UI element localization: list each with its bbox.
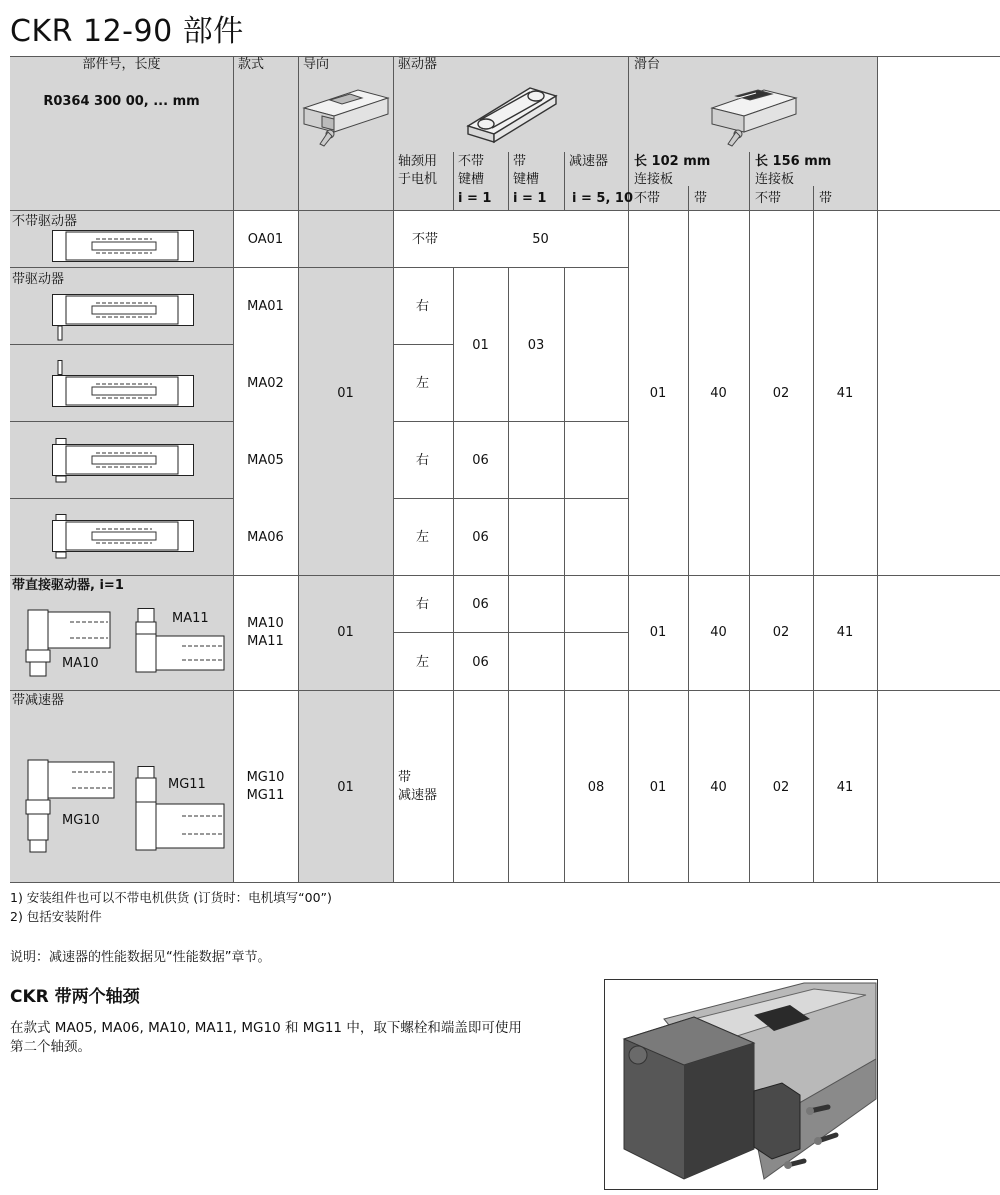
carriage-b-156-with: 41 (836, 625, 854, 640)
header-reducer: 减速器 (569, 154, 609, 169)
variant-ma10: MA10 (247, 616, 284, 631)
figure-label-ma10: MA10 (62, 656, 99, 671)
variant-oa01: OA01 (247, 232, 284, 247)
ma06-drawing (52, 514, 194, 560)
carriage-a-102-without: 01 (649, 386, 667, 401)
header-key-ratio: i = 1 (513, 191, 547, 206)
header-nokey-ratio: i = 1 (458, 191, 492, 206)
group-with-drive: 带驱动器 (12, 272, 65, 287)
footnote-1: 1) 安装组件也可以不带电机供货 (订货时：电机填写“00”) (10, 890, 332, 905)
mg10-drawing (22, 758, 116, 854)
group-direct-drive: 带直接驱动器, i=1 (12, 578, 124, 593)
header-guide: 导向 (303, 57, 330, 72)
group-no-drive: 不带驱动器 (12, 214, 78, 229)
journal-left-ma11: 左 (416, 655, 430, 670)
header-len156-with: 带 (819, 191, 833, 206)
header-len156: 长 156 mm (755, 154, 832, 169)
carriage-icon (704, 80, 800, 150)
figure-label-ma11: MA11 (172, 611, 209, 626)
section-heading: CKR 带两个轴颈 (10, 987, 140, 1007)
drive-belt-icon (460, 80, 560, 150)
journal-left-ma06: 左 (416, 530, 430, 545)
carriage-c-156-with: 41 (836, 780, 854, 795)
carriage-a-102-with: 40 (710, 386, 727, 401)
guide-value-b: 01 (337, 625, 354, 640)
footnote-2: 2) 包括安装附件 (10, 909, 102, 924)
header-key-line1: 带 (513, 154, 527, 169)
drive-value-ma06: 06 (472, 530, 489, 545)
guide-value-c: 01 (337, 780, 354, 795)
carriage-b-102-with: 40 (710, 625, 727, 640)
journal-right-ma05: 右 (416, 453, 430, 468)
ma01-drawing (52, 294, 194, 342)
explanation: 说明：减速器的性能数据见“性能数据”章节。 (10, 950, 271, 965)
drive-value-oa01: 50 (532, 232, 549, 247)
section-body-line1: 在款式 MA05, MA06, MA10, MA11, MG10 和 MG11 中，取下螺栓和端盖即可使用 (10, 1020, 522, 1036)
header-part: 部件号，长度 (82, 57, 161, 72)
header-drive: 驱动器 (398, 57, 438, 72)
journal-none: 不带 (412, 232, 439, 247)
header-nokey-line2: 键槽 (458, 172, 485, 187)
drive-value-ma10: 06 (472, 597, 489, 612)
header-len102-without: 不带 (634, 191, 661, 206)
page-title: CKR 12-90 部件 (10, 14, 244, 49)
header-part-number: R0364 300 00, ... mm (43, 94, 200, 109)
header-key-line2: 键槽 (513, 172, 540, 187)
carriage-c-102-without: 01 (649, 780, 667, 795)
variant-ma11: MA11 (247, 634, 284, 649)
drive-value-ma11: 06 (472, 655, 489, 670)
variant-mg10: MG10 (246, 770, 285, 785)
header-journal-line2: 于电机 (398, 172, 438, 187)
header-variant: 款式 (238, 57, 265, 72)
drive-value-reducer: 08 (587, 780, 605, 795)
carriage-a-156-with: 41 (836, 386, 854, 401)
header-journal-line1: 轴颈用 (398, 154, 438, 169)
header-reducer-ratio: i = 5, 10 (572, 191, 634, 206)
header-len156-without: 不带 (755, 191, 782, 206)
variant-ma06: MA06 (247, 530, 284, 545)
section-body-line2: 第二个轴颈。 (10, 1039, 91, 1055)
journal-reducer-line2: 减速器 (398, 788, 438, 803)
carriage-b-102-without: 01 (649, 625, 667, 640)
carriage-c-102-with: 40 (710, 780, 727, 795)
carriage-c-156-without: 02 (772, 780, 790, 795)
journal-reducer-line1: 带 (398, 770, 412, 785)
group-with-reducer: 带减速器 (12, 693, 65, 708)
figure-label-mg10: MG10 (62, 813, 100, 828)
oa01-drawing (52, 230, 194, 262)
variant-ma01: MA01 (247, 299, 284, 314)
ma05-drawing (52, 438, 194, 484)
header-len102-plate: 连接板 (634, 172, 674, 187)
header-len102: 长 102 mm (634, 154, 711, 169)
guide-value-a: 01 (337, 386, 354, 401)
variant-mg11: MG11 (246, 788, 285, 803)
variant-ma02: MA02 (247, 376, 284, 391)
carriage-b-156-without: 02 (772, 625, 790, 640)
header-carriage: 滑台 (634, 57, 661, 72)
journal-left-ma02: 左 (416, 376, 430, 391)
guide-icon (300, 82, 392, 148)
drive-value-key: 03 (527, 338, 545, 353)
header-len156-plate: 连接板 (755, 172, 795, 187)
figure-label-mg11: MG11 (168, 777, 206, 792)
variant-ma05: MA05 (247, 453, 284, 468)
header-nokey-line1: 不带 (458, 154, 485, 169)
drive-value-nokey: 01 (472, 338, 489, 353)
header-len102-with: 带 (694, 191, 708, 206)
carriage-a-156-without: 02 (772, 386, 790, 401)
journal-right-ma10: 右 (416, 597, 430, 612)
product-photo (604, 979, 878, 1190)
ma02-drawing (52, 360, 194, 408)
drive-value-ma05: 06 (472, 453, 489, 468)
journal-right-ma01: 右 (416, 299, 430, 314)
